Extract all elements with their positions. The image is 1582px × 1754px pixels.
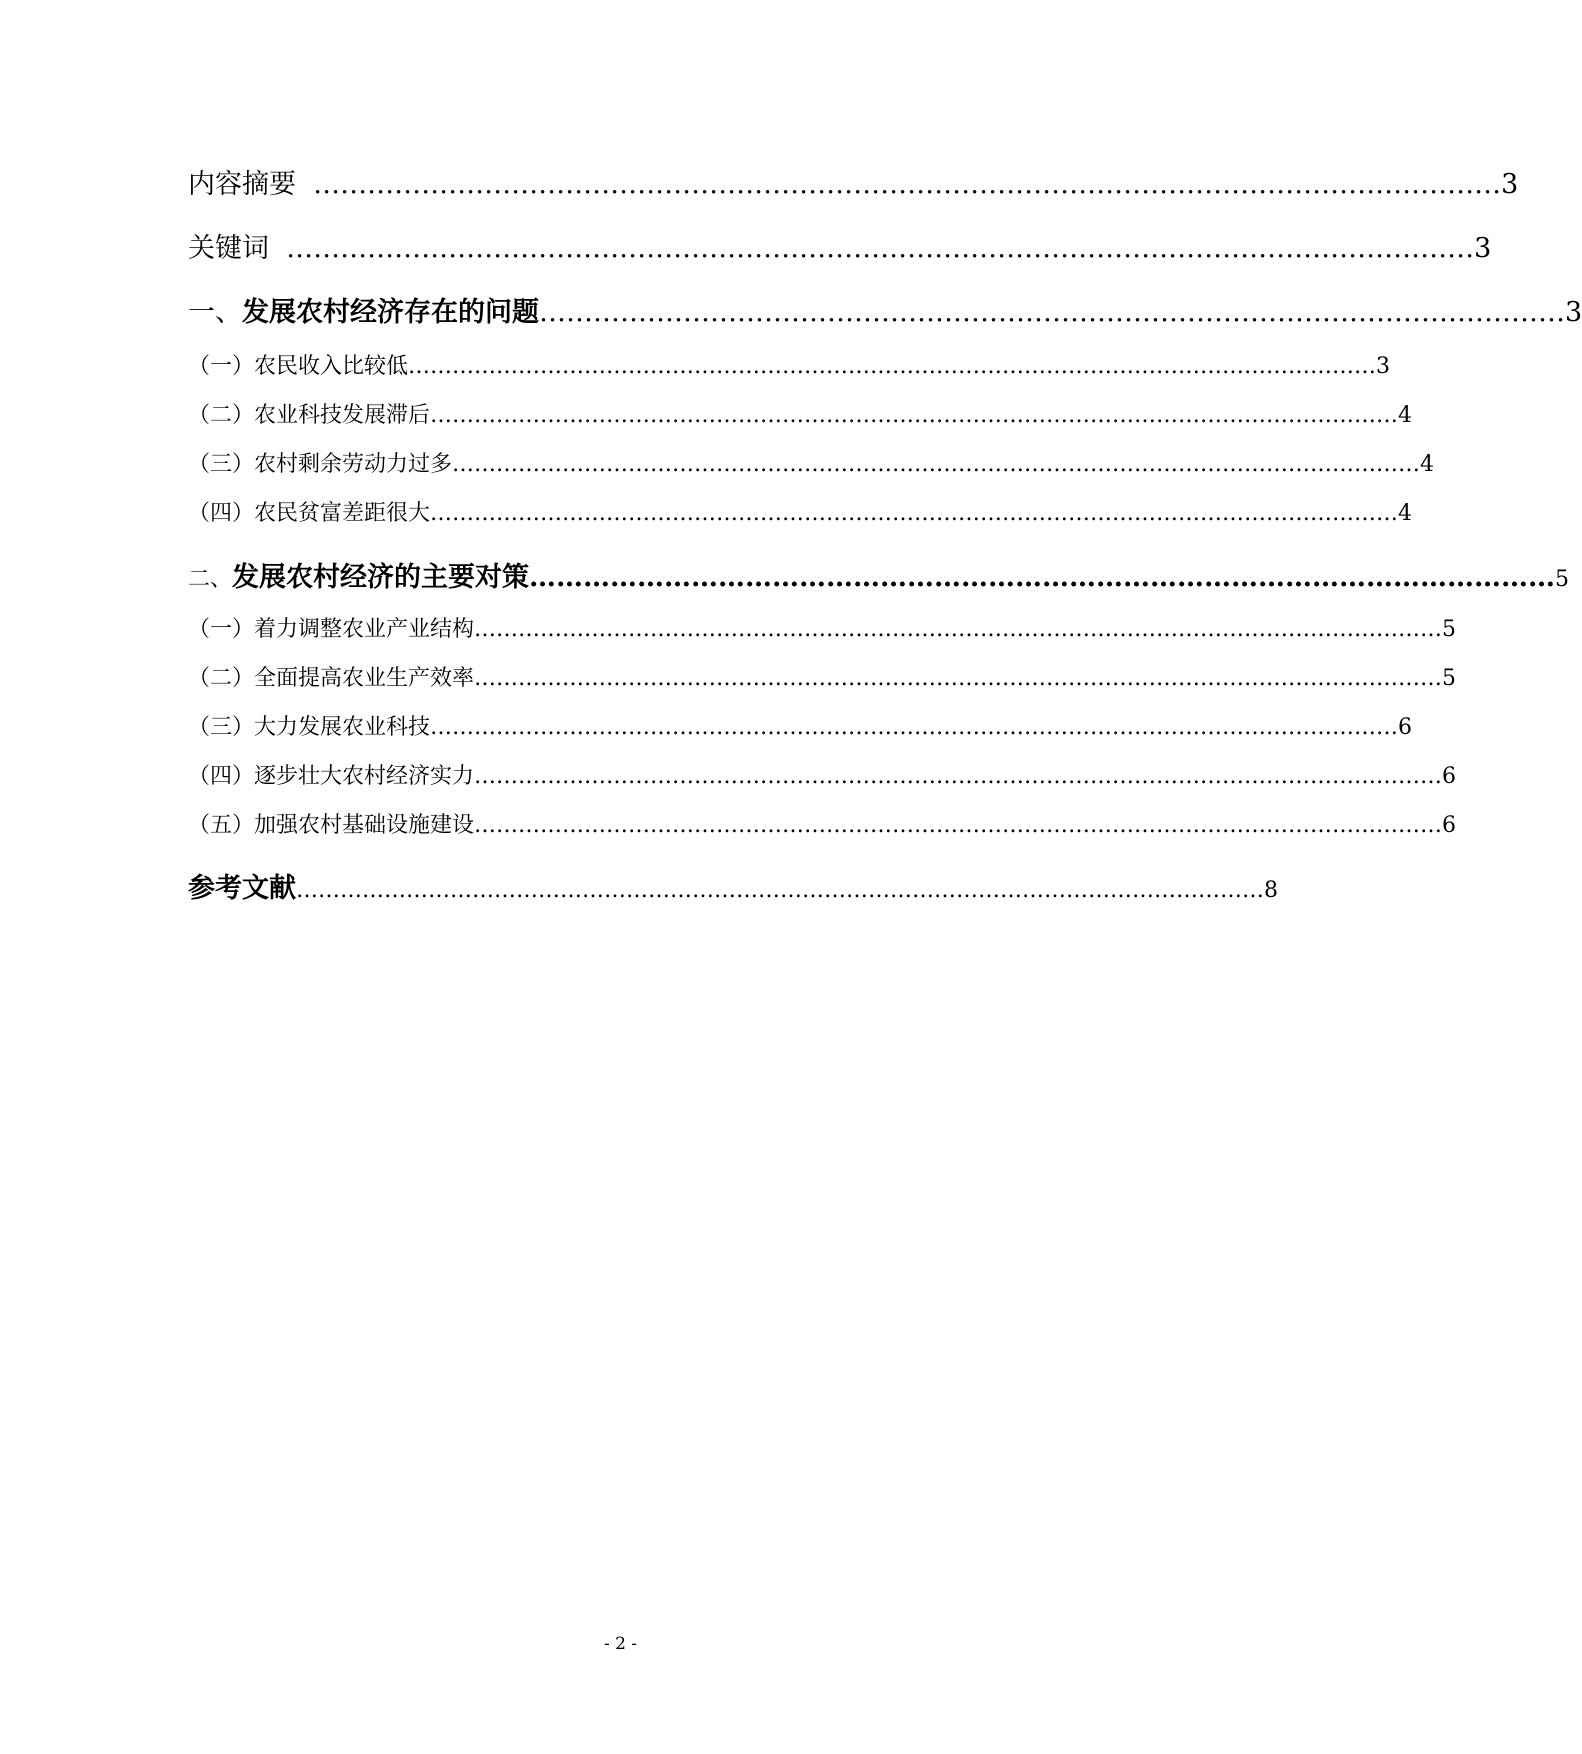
toc-entry-1-1[interactable] <box>188 349 1391 380</box>
page-footer-number: - 2 - <box>603 1634 638 1654</box>
toc-entry-page: 4 <box>1420 452 1435 477</box>
toc-leader-dots: …………………………………………………………………………………………………………………… <box>430 715 1399 740</box>
toc-entry-2-2[interactable] <box>188 661 1457 692</box>
toc-entry-number: 一、 <box>188 297 242 328</box>
toc-entry-title: （四）农民贫富差距很大 <box>188 501 431 526</box>
toc-entry-page: 4 <box>1398 403 1413 428</box>
toc-entry-page: 5 <box>1442 666 1457 691</box>
toc-leader-dots: …………………………………………………………………………………………………… <box>539 297 1565 328</box>
toc-entry-page: 6 <box>1442 764 1457 789</box>
toc-leader-dots: …………………………………………………………………………………………………………………… <box>474 813 1443 838</box>
toc-entry-title: （四）逐步壮大农村经济实力 <box>188 764 475 789</box>
toc-leader-dots: …………………………………………………………………………………………………………………… <box>296 169 1502 200</box>
toc-entry-page: 3 <box>1501 169 1519 200</box>
toc-leader-dots: …………………………………………………………………………………………………………………… <box>474 617 1443 642</box>
toc-entry-title: 关键词 <box>188 233 269 264</box>
toc-entry-keywords[interactable] <box>188 226 1492 265</box>
toc-entry-1-2[interactable] <box>188 398 1413 429</box>
toc-leader-dots: …………………………………………………………………………………………………………………… <box>452 452 1421 477</box>
toc-entry-title: 内容摘要 <box>188 169 296 200</box>
toc-entry-page: 4 <box>1398 501 1413 526</box>
toc-entry-2-3[interactable] <box>188 710 1413 741</box>
toc-entry-title: 发展农村经济的主要对策 <box>232 562 530 593</box>
toc-leader-dots: …………………………………………………………………………………………………………………… <box>474 764 1443 789</box>
toc-leader-dots: …………………………………………………………………………………………………………………… <box>474 666 1443 691</box>
toc-entry-number: 二、 <box>188 567 233 592</box>
toc-entry-page: 3 <box>1376 354 1391 379</box>
toc-entry-page: 5 <box>1442 617 1457 642</box>
toc-entry-1-3[interactable] <box>188 447 1435 478</box>
toc-entry-title: （一）农民收入比较低 <box>188 354 409 379</box>
toc-entry-page: 8 <box>1264 878 1278 903</box>
toc-leader-dots: …………………………………………………………………………………………………………………… <box>430 403 1399 428</box>
toc-entry-page: 3 <box>1565 297 1582 328</box>
toc-entry-2-4[interactable] <box>188 759 1457 790</box>
toc-entry-title: （一）着力调整农业产业结构 <box>188 617 475 642</box>
toc-entry-title: （三）农村剩余劳动力过多 <box>188 452 453 477</box>
toc-entry-title: 发展农村经济存在的问题 <box>242 297 539 328</box>
toc-entry-page: 3 <box>1474 233 1492 264</box>
toc-entry-title: （二）农业科技发展滞后 <box>188 403 431 428</box>
toc-entry-page: 6 <box>1398 715 1413 740</box>
toc-leader-dots: …………………………………………………………………………………………………………………… <box>269 233 1475 264</box>
toc-entry-chapter-2[interactable] <box>188 555 1570 594</box>
toc-entry-1-4[interactable] <box>188 496 1413 527</box>
toc-entry-page: 5 <box>1555 567 1570 592</box>
toc-entry-references[interactable] <box>188 866 1278 905</box>
toc-entry-2-1[interactable] <box>188 612 1457 643</box>
toc-entry-title: 参考文献 <box>188 873 296 904</box>
toc-entry-title: （五）加强农村基础设施建设 <box>188 813 475 838</box>
toc-entry-2-5[interactable] <box>188 808 1457 839</box>
toc-leader-dots: …………………………………………………………………………………………………… <box>529 562 1556 593</box>
toc-entry-title: （二）全面提高农业生产效率 <box>188 666 475 691</box>
toc-entry-page: 6 <box>1442 813 1457 838</box>
toc-leader-dots: …………………………………………………………………………………………………………………… <box>408 354 1377 379</box>
toc-entry-chapter-1[interactable] <box>188 290 1582 329</box>
toc-leader-dots: …………………………………………………………………………………………………………………… <box>296 878 1264 903</box>
toc-entry-title: （三）大力发展农业科技 <box>188 715 431 740</box>
toc-leader-dots: …………………………………………………………………………………………………………………… <box>430 501 1399 526</box>
toc-entry-abstract[interactable] <box>188 162 1519 201</box>
